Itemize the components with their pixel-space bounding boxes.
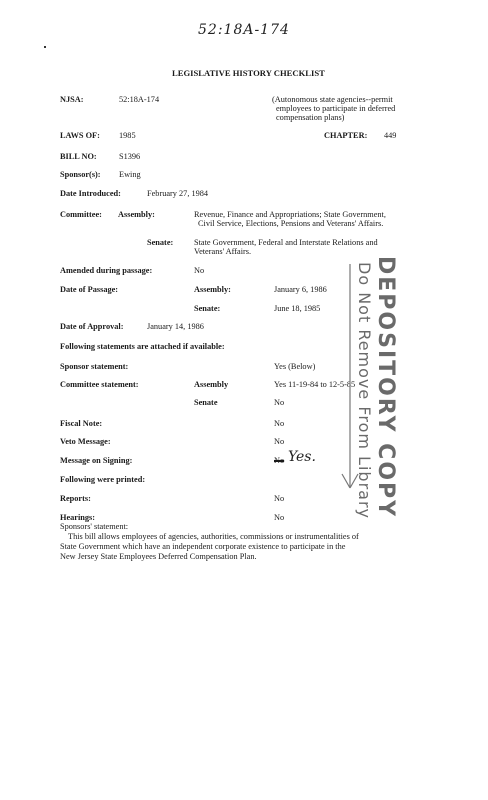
printed-heading: Following were printed: — [60, 475, 146, 484]
njsa-label: NJSA: — [60, 95, 84, 104]
committee-assembly-line-2: Civil Service, Elections, Pensions and Veterans' Affairs. — [198, 219, 384, 228]
laws-of-value: 1985 — [119, 131, 136, 140]
depository-stamp-line-1: DEPOSITORY COPY — [373, 256, 398, 519]
approval-value: January 14, 1986 — [147, 322, 204, 331]
sponsors-label: Sponsor(s): — [60, 170, 101, 179]
committee-senate-label: Senate: — [147, 238, 174, 247]
fiscal-note-label: Fiscal Note: — [60, 419, 103, 428]
hearings-label: Hearings: — [60, 513, 96, 522]
njsa-description-line-2: employees to participate in deferred — [276, 104, 396, 113]
sponsor-statement-value: Yes (Below) — [274, 362, 316, 371]
njsa-description-line-3: compensation plans) — [276, 113, 345, 122]
hearings-value: No — [274, 513, 285, 522]
passage-senate-value: June 18, 1985 — [274, 304, 321, 313]
committee-senate-line-2: Veterans' Affairs. — [194, 247, 252, 256]
committee-statement-senate-value: No — [274, 398, 285, 407]
committee-senate-line-1: State Government, Federal and Interstate Relations and — [194, 238, 378, 247]
message-signing-handwritten-value: Yes. — [288, 449, 316, 465]
fiscal-note-value: No — [274, 419, 285, 428]
veto-message-value: No — [274, 437, 285, 446]
sponsors-value: Ewing — [119, 170, 141, 179]
depository-stamp-line-2: Do Not Remove From Library — [355, 262, 374, 519]
message-signing-struck-value: No — [274, 456, 285, 465]
amended-value: No — [194, 266, 205, 275]
veto-message-label: Veto Message: — [60, 437, 111, 446]
committee-statement-assembly-label: Assembly — [194, 380, 229, 389]
committee-statement-senate-label: Senate — [194, 398, 218, 407]
message-signing-label: Message on Signing: — [60, 456, 133, 465]
reports-label: Reports: — [60, 494, 91, 503]
attached-statements-heading: Following statements are attached if available: — [60, 342, 225, 351]
passage-senate-label: Senate: — [194, 304, 221, 313]
committee-assembly-line-1: Revenue, Finance and Appropriations; State Government, — [194, 210, 386, 219]
stamp-frame — [340, 256, 420, 496]
sponsors-statement-line-2: State Government which have an independent corporate existence to participate in the — [60, 542, 346, 551]
passage-assembly-label: Assembly: — [194, 285, 231, 294]
date-introduced-label: Date Introduced: — [60, 189, 121, 198]
laws-of-label: LAWS OF: — [60, 131, 100, 140]
committee-assembly-label: Assembly: — [118, 210, 155, 219]
date-introduced-value: February 27, 1984 — [147, 189, 209, 198]
committee-statement-label: Committee statement: — [60, 380, 139, 389]
reports-value: No — [274, 494, 285, 503]
sponsors-statement-heading: Sponsors' statement: — [60, 522, 129, 531]
sponsors-statement-line-3: New Jersey State Employees Deferred Compensation Plan. — [60, 552, 257, 561]
passage-assembly-value: January 6, 1986 — [274, 285, 327, 294]
committee-label: Committee: — [60, 210, 102, 219]
chapter-value: 449 — [384, 131, 397, 140]
margin-dot — [44, 46, 46, 48]
approval-label: Date of Approval: — [60, 322, 124, 331]
amended-label: Amended during passage: — [60, 266, 153, 275]
chapter-label: CHAPTER: — [324, 131, 368, 140]
handwritten-reference: 52:18A-174 — [198, 22, 290, 38]
sponsors-statement-line-1: This bill allows employees of agencies, authorities, commissions or instrumentalities of — [68, 532, 359, 541]
njsa-value: 52:18A-174 — [119, 95, 160, 104]
bill-no-value: S1396 — [119, 152, 141, 161]
njsa-description-line-1: (Autonomous state agencies--permit — [272, 95, 393, 104]
committee-statement-assembly-value: Yes 11-19-84 to 12-5-85 — [274, 380, 356, 389]
passage-label: Date of Passage: — [60, 285, 119, 294]
sponsor-statement-label: Sponsor statement: — [60, 362, 129, 371]
stamp-bracket — [342, 264, 358, 488]
page-title: LEGISLATIVE HISTORY CHECKLIST — [172, 68, 325, 78]
bill-no-label: BILL NO: — [60, 152, 97, 161]
